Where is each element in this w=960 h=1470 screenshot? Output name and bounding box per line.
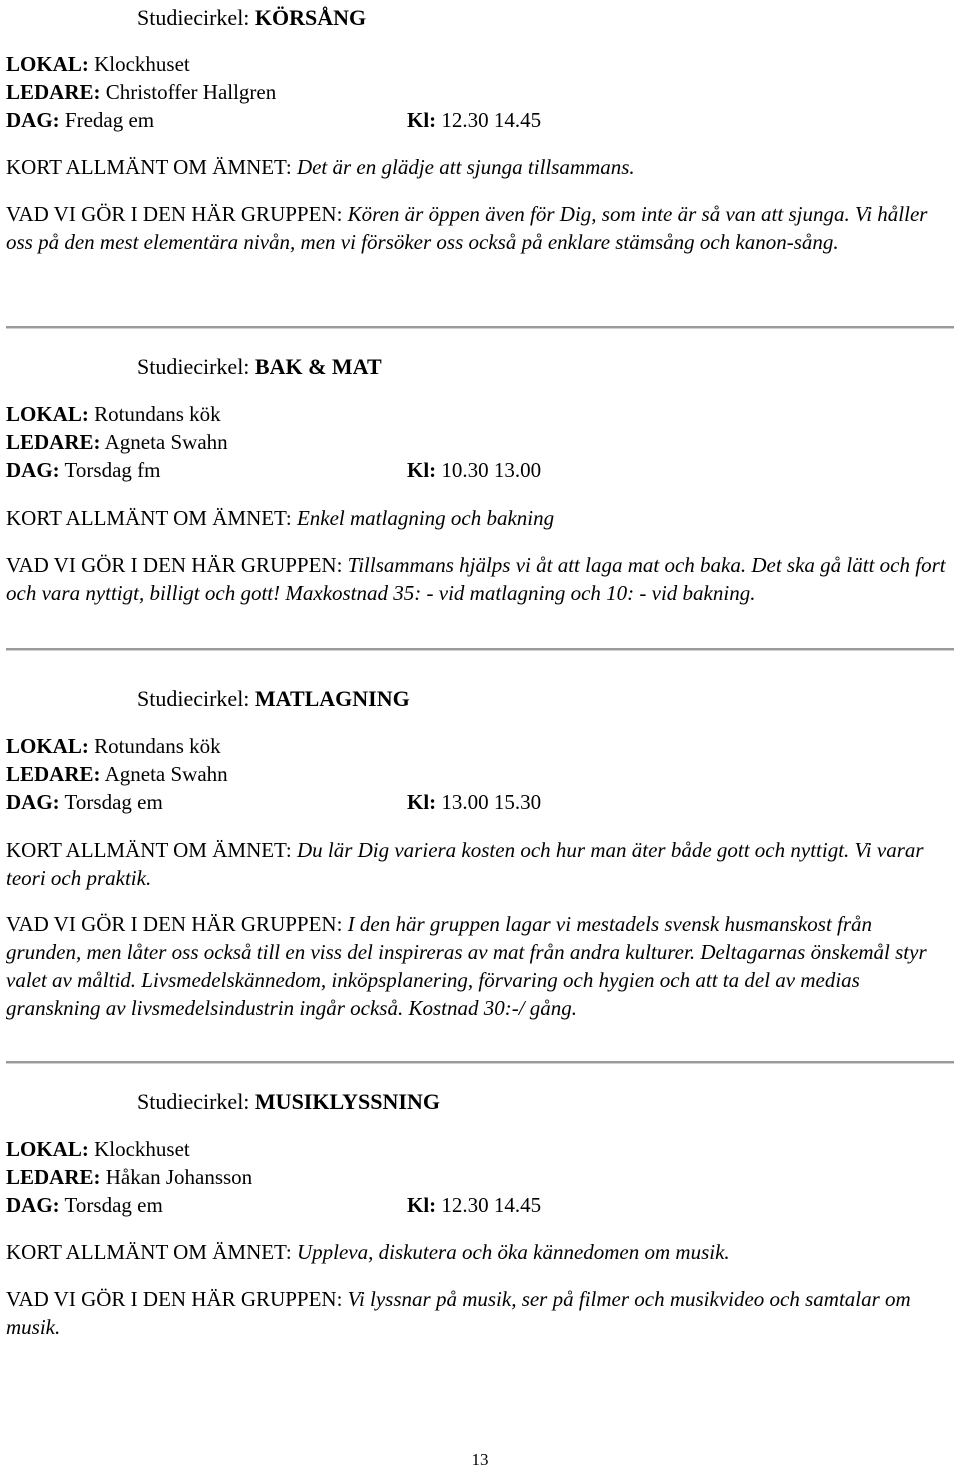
kl-value: 10.30 13.00: [441, 458, 542, 482]
vad-paragraph: [6, 200, 952, 256]
kl-label: Kl:: [407, 1193, 437, 1217]
kort-label: KORT ALLMÄNT OM ÄMNET:: [6, 838, 292, 862]
vad-label: VAD VI GÖR I DEN HÄR GRUPPEN:: [6, 1287, 343, 1311]
kl-label: Kl:: [407, 790, 437, 814]
vad-text: Vi lyssnar på musik, ser på filmer och musikvideo och samtalar om musik.: [6, 1287, 911, 1339]
dag-value: Torsdag em: [64, 790, 163, 814]
title-prefix: Studiecirkel:: [137, 1089, 250, 1114]
kl-value: 12.30 14.45: [441, 1193, 542, 1217]
vad-label: VAD VI GÖR I DEN HÄR GRUPPEN:: [6, 553, 343, 577]
vad-label: VAD VI GÖR I DEN HÄR GRUPPEN:: [6, 912, 343, 936]
dag-line: [6, 788, 163, 816]
kort-label: KORT ALLMÄNT OM ÄMNET:: [6, 1240, 292, 1264]
title-prefix: Studiecirkel:: [137, 354, 250, 379]
vad-text: Tillsammans hjälps vi åt att laga mat och baka. Det ska gå lätt och fort och vara nyttigt, billigt och gott! Maxkostnad 35: - vid matlagning och 10: - vid bakning.: [6, 553, 946, 605]
circle-title: [137, 354, 382, 380]
kl-label: Kl:: [407, 108, 437, 132]
kort-text: Du lär Dig variera kosten och hur man äter både gott och nyttigt. Vi varar teori och praktik.: [6, 838, 924, 890]
circle-name: KÖRSÅNG: [254, 5, 367, 30]
kort-text: Det är en glädje att sjunga tillsammans.: [296, 155, 635, 179]
lokal-value: Klockhuset: [94, 52, 190, 76]
kort-label: KORT ALLMÄNT OM ÄMNET:: [6, 155, 292, 179]
circle-title: [137, 1089, 440, 1115]
ledare-value: Håkan Johansson: [105, 1165, 253, 1189]
kl-label: Kl:: [407, 458, 437, 482]
vad-label: VAD VI GÖR I DEN HÄR GRUPPEN:: [6, 202, 343, 226]
dag-line: [6, 456, 160, 484]
vad-text: I den här gruppen lagar vi mestadels svensk husmanskost från grunden, men låter oss också till en viss del inspireras av mat från andra kulturer. Deltagarnas önskemål styr valet av måltid. Livsmedelskännedom, inköpsplanering, förvaring och hygien och att ta del av medias granskning av livsmedelsindustrin ingår också. Kostnad 30:-/ gång.: [6, 912, 927, 1020]
dag-line: [6, 106, 154, 134]
dag-label: DAG:: [6, 790, 60, 814]
divider: [6, 648, 954, 651]
dag-value: Torsdag fm: [64, 458, 161, 482]
lokal-line: [6, 400, 221, 428]
lokal-label: LOKAL:: [6, 734, 89, 758]
circle-name: MATLAGNING: [254, 686, 410, 711]
lokal-value: Rotundans kök: [94, 402, 221, 426]
ledare-line: [6, 78, 276, 106]
kort-paragraph: [6, 836, 952, 892]
circle-title: [137, 686, 410, 712]
lokal-value: Klockhuset: [94, 1137, 190, 1161]
lokal-label: LOKAL:: [6, 52, 89, 76]
lokal-line: [6, 50, 190, 78]
dag-label: DAG:: [6, 108, 60, 132]
ledare-label: LEDARE:: [6, 430, 101, 454]
title-prefix: Studiecirkel:: [137, 686, 250, 711]
kort-text: Enkel matlagning och bakning: [296, 506, 555, 530]
kort-label: KORT ALLMÄNT OM ÄMNET:: [6, 506, 292, 530]
kort-paragraph: [6, 1238, 952, 1266]
ledare-line: [6, 428, 228, 456]
kort-paragraph: [6, 153, 952, 181]
kl-line: [407, 456, 541, 484]
vad-text: Kören är öppen även för Dig, som inte är så van att sjunga. Vi håller oss på den mest elementära nivån, men vi försöker oss också på enklare stämsång och kanon-sång.: [6, 202, 928, 254]
dag-label: DAG:: [6, 458, 60, 482]
vad-paragraph: [6, 910, 952, 1022]
divider: [6, 326, 954, 329]
divider: [6, 1061, 954, 1064]
dag-value: Fredag em: [64, 108, 155, 132]
circle-name: MUSIKLYSSNING: [254, 1089, 440, 1114]
kort-text: Uppleva, diskutera och öka kännedomen om musik.: [296, 1240, 730, 1264]
lokal-value: Rotundans kök: [94, 734, 221, 758]
ledare-line: [6, 760, 228, 788]
dag-line: [6, 1191, 163, 1219]
kl-line: [407, 106, 541, 134]
ledare-label: LEDARE:: [6, 1165, 101, 1189]
dag-label: DAG:: [6, 1193, 60, 1217]
ledare-value: Christoffer Hallgren: [105, 80, 277, 104]
ledare-label: LEDARE:: [6, 762, 101, 786]
vad-paragraph: [6, 551, 952, 607]
circle-name: BAK & MAT: [254, 354, 382, 379]
kl-line: [407, 1191, 541, 1219]
ledare-value: Agneta Swahn: [104, 430, 228, 454]
circle-title: [137, 5, 366, 31]
vad-paragraph: [6, 1285, 952, 1341]
ledare-line: [6, 1163, 252, 1191]
ledare-value: Agneta Swahn: [104, 762, 228, 786]
ledare-label: LEDARE:: [6, 80, 101, 104]
lokal-label: LOKAL:: [6, 402, 89, 426]
lokal-line: [6, 732, 221, 760]
title-prefix: Studiecirkel:: [137, 5, 250, 30]
kort-paragraph: [6, 504, 952, 532]
lokal-label: LOKAL:: [6, 1137, 89, 1161]
page-number: 13: [471, 1450, 489, 1469]
kl-line: [407, 788, 541, 816]
dag-value: Torsdag em: [64, 1193, 163, 1217]
kl-value: 13.00 15.30: [441, 790, 542, 814]
lokal-line: [6, 1135, 190, 1163]
kl-value: 12.30 14.45: [441, 108, 542, 132]
